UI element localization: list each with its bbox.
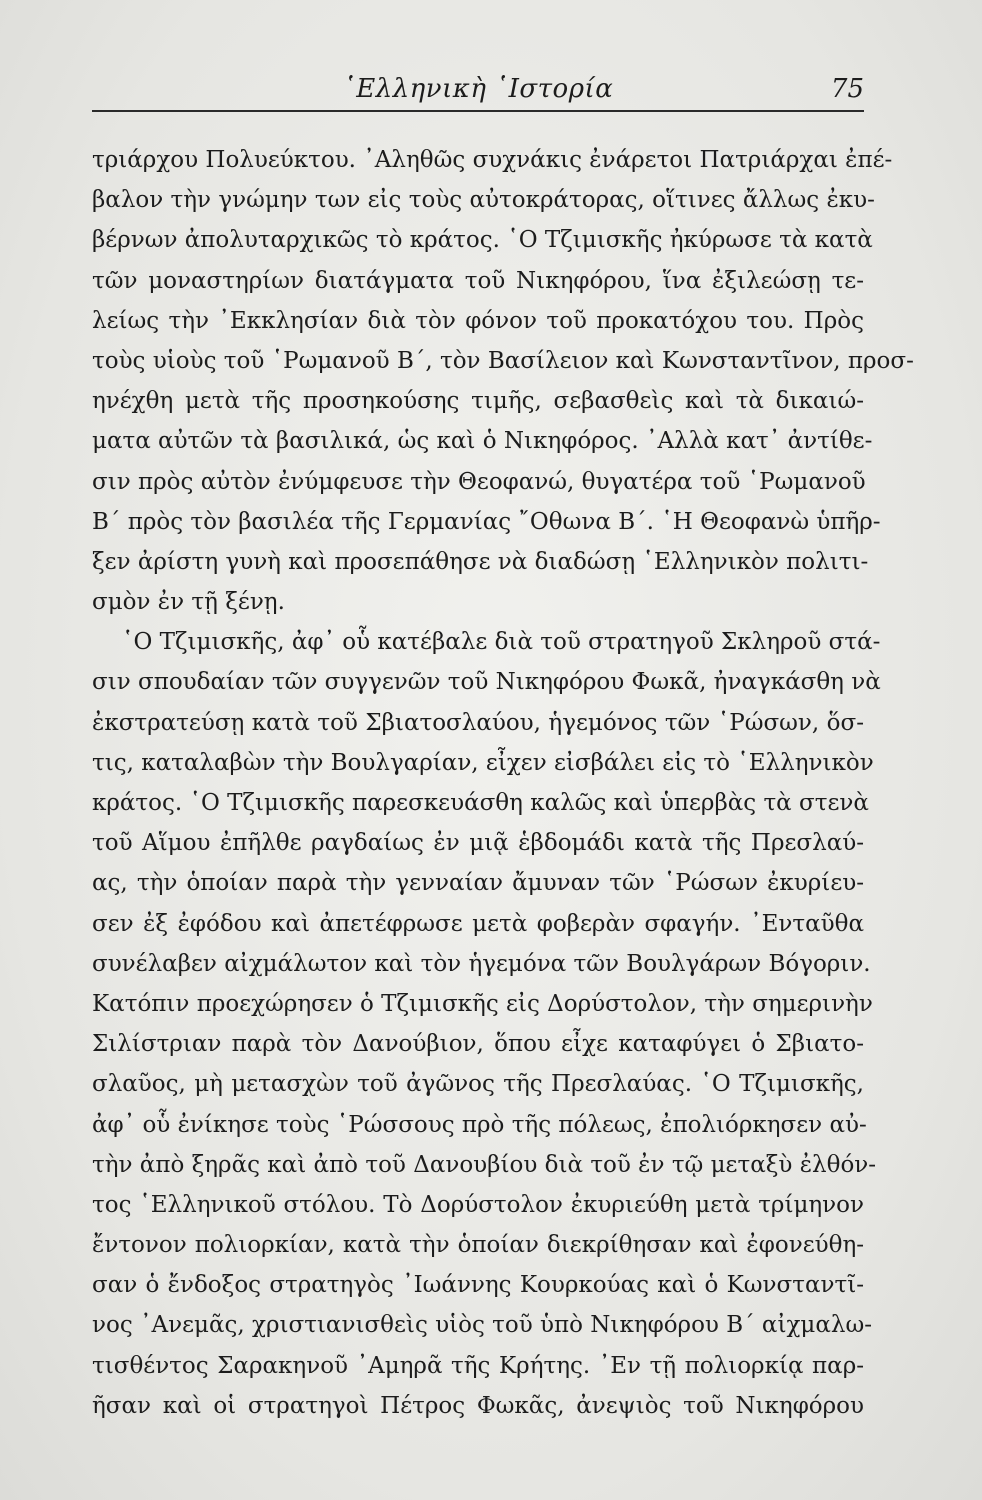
text-line: ηνέχθη μετὰ τῆς προσηκούσης τιμῆς, σεβασθεὶς καὶ τὰ δικαιώ- — [92, 388, 864, 415]
text-line: σεν ἐξ ἐφόδου καὶ ἀπετέφρωσε μετὰ φοβερὰν σφαγήν. ᾿Ενταῦθα — [92, 910, 864, 937]
paragraph — [92, 140, 914, 622]
text-line: ας, τὴν ὁποίαν παρὰ τὴν γενναίαν ἄμυναν τῶν ῾Ρώσων ἐκυρίευ- — [92, 870, 864, 897]
text-line: σαν ὁ ἔνδοξος στρατηγὸς ᾿Ιωάννης Κουρκούας καὶ ὁ Κωνσταντῖ- — [92, 1272, 864, 1299]
text-line: σμὸν ἐν τῇ ξένῃ. — [92, 589, 285, 616]
text-line: βαλον τὴν γνώμην των εἰς τοὺς αὐτοκράτορας, οἵτινες ἄλλως ἐκυ- — [92, 187, 875, 214]
header-title: ῾Ελληνικὴ ῾Ιστορία — [342, 74, 614, 104]
text-line: λείως τὴν ᾿Εκκλησίαν διὰ τὸν φόνον τοῦ προκατόχου του. Πρὸς — [92, 307, 864, 334]
text-line: κράτος. ῾Ο Τζιμισκῆς παρεσκευάσθη καλῶς καὶ ὑπερβὰς τὰ στενὰ — [92, 790, 869, 816]
page-number: 75 — [830, 74, 864, 104]
text-line: ῾Ο Τζιμισκῆς, ἀφ᾿ οὗ κατέβαλε διὰ τοῦ στρατηγοῦ Σκληροῦ στά- — [122, 629, 881, 656]
text-line: τὴν ἀπὸ ξηρᾶς καὶ ἀπὸ τοῦ Δανουβίου διὰ τοῦ ἐν τῷ μεταξὺ ἐλθόν- — [92, 1151, 877, 1178]
text-line: τριάρχου Πολυεύκτου. ᾿Αληθῶς συχνάκις ἐνάρετοι Πατριάρχαι ἐπέ- — [92, 147, 893, 173]
text-line: τῶν μοναστηρίων διατάγματα τοῦ Νικηφόρου, ἵνα ἐξιλεώσῃ τε- — [92, 267, 864, 294]
text-line: συνέλαβεν αἰχμάλωτον καὶ τὸν ἡγεμόνα τῶν Βουλγάρων Βόγοριν. — [92, 950, 871, 977]
text-line: σιν σπουδαίαν τῶν συγγενῶν τοῦ Νικηφόρου Φωκᾶ, ἠναγκάσθη νὰ — [92, 669, 881, 696]
text-line: σιν πρὸς αὐτὸν ἐνύμφευσε τὴν Θεοφανώ, θυγατέρα τοῦ ῾Ρωμανοῦ — [92, 468, 866, 495]
text-line: Κατόπιν προεχώρησεν ὁ Τζιμισκῆς εἰς Δορύστολον, τὴν σημερινὴν — [92, 990, 873, 1017]
text-line: Β΄ πρὸς τὸν βασιλέα τῆς Γερμανίας ῎Οθωνα Β΄. ῾Η Θεοφανὼ ὑπῆρ- — [92, 508, 881, 535]
text-line: ἔντονον πολιορκίαν, κατὰ τὴν ὁποίαν διεκρίθησαν καὶ ἐφονεύθη- — [92, 1232, 864, 1259]
text-line: ἐκστρατεύσῃ κατὰ τοῦ Σβιατοσλαύου, ἡγεμόνος τῶν ῾Ρώσων, ὅσ- — [92, 709, 864, 736]
text-line: τις, καταλαβὼν τὴν Βουλγαρίαν, εἶχεν εἰσβάλει εἰς τὸ ῾Ελληνικὸν — [92, 749, 874, 776]
text-line: ἀφ᾿ οὗ ἐνίκησε τοὺς ῾Ρώσσους πρὸ τῆς πόλεως, ἐπολιόρκησεν αὐ- — [92, 1111, 867, 1138]
running-header — [92, 72, 864, 112]
text-line: τισθέντος Σαρακηνοῦ ᾿Αμηρᾶ τῆς Κρήτης. ᾿Εν τῇ πολιορκίᾳ παρ- — [92, 1352, 864, 1379]
text-line: σλαῦος, μὴ μετασχὼν τοῦ ἀγῶνος τῆς Πρεσλαύας. ῾Ο Τζιμισκῆς, — [92, 1071, 864, 1098]
paragraph — [92, 622, 881, 1426]
text-line: ξεν ἀρίστη γυνὴ καὶ προσεπάθησε νὰ διαδώσῃ ῾Ελληνικὸν πολιτι- — [92, 548, 869, 575]
text-line: Σιλίστριαν παρὰ τὸν Δανούβιον, ὅπου εἶχε καταφύγει ὁ Σβιατο- — [92, 1031, 864, 1058]
text-line: τοῦ Αἵμου ἐπῆλθε ραγδαίως ἐν μιᾷ ἑβδομάδι κατὰ τῆς Πρεσλαύ- — [92, 830, 864, 857]
text-line: τοὺς υἱοὺς τοῦ ῾Ρωμανοῦ Β΄, τὸν Βασίλειον καὶ Κωνσταντῖνον, προσ- — [92, 347, 914, 374]
body-text — [92, 140, 914, 1426]
text-line: ῆσαν καὶ οἱ στρατηγοὶ Πέτρος Φωκᾶς, ἀνεψιὸς τοῦ Νικηφόρου — [92, 1392, 864, 1419]
text-line: ματα αὐτῶν τὰ βασιλικά, ὡς καὶ ὁ Νικηφόρος. ᾿Αλλὰ κατ᾿ ἀντίθε- — [92, 428, 873, 455]
text-line: βέρνων ἀπολυταρχικῶς τὸ κράτος. ῾Ο Τζιμισκῆς ἠκύρωσε τὰ κατὰ — [92, 227, 873, 254]
text-line: νος ᾿Ανεμᾶς, χριστιανισθεὶς υἱὸς τοῦ ὑπὸ Νικηφόρου Β΄ αἰχμαλω- — [92, 1312, 872, 1339]
text-line: τος ῾Ελληνικοῦ στόλου. Τὸ Δορύστολον ἐκυριεύθη μετὰ τρίμηνον — [92, 1191, 864, 1218]
